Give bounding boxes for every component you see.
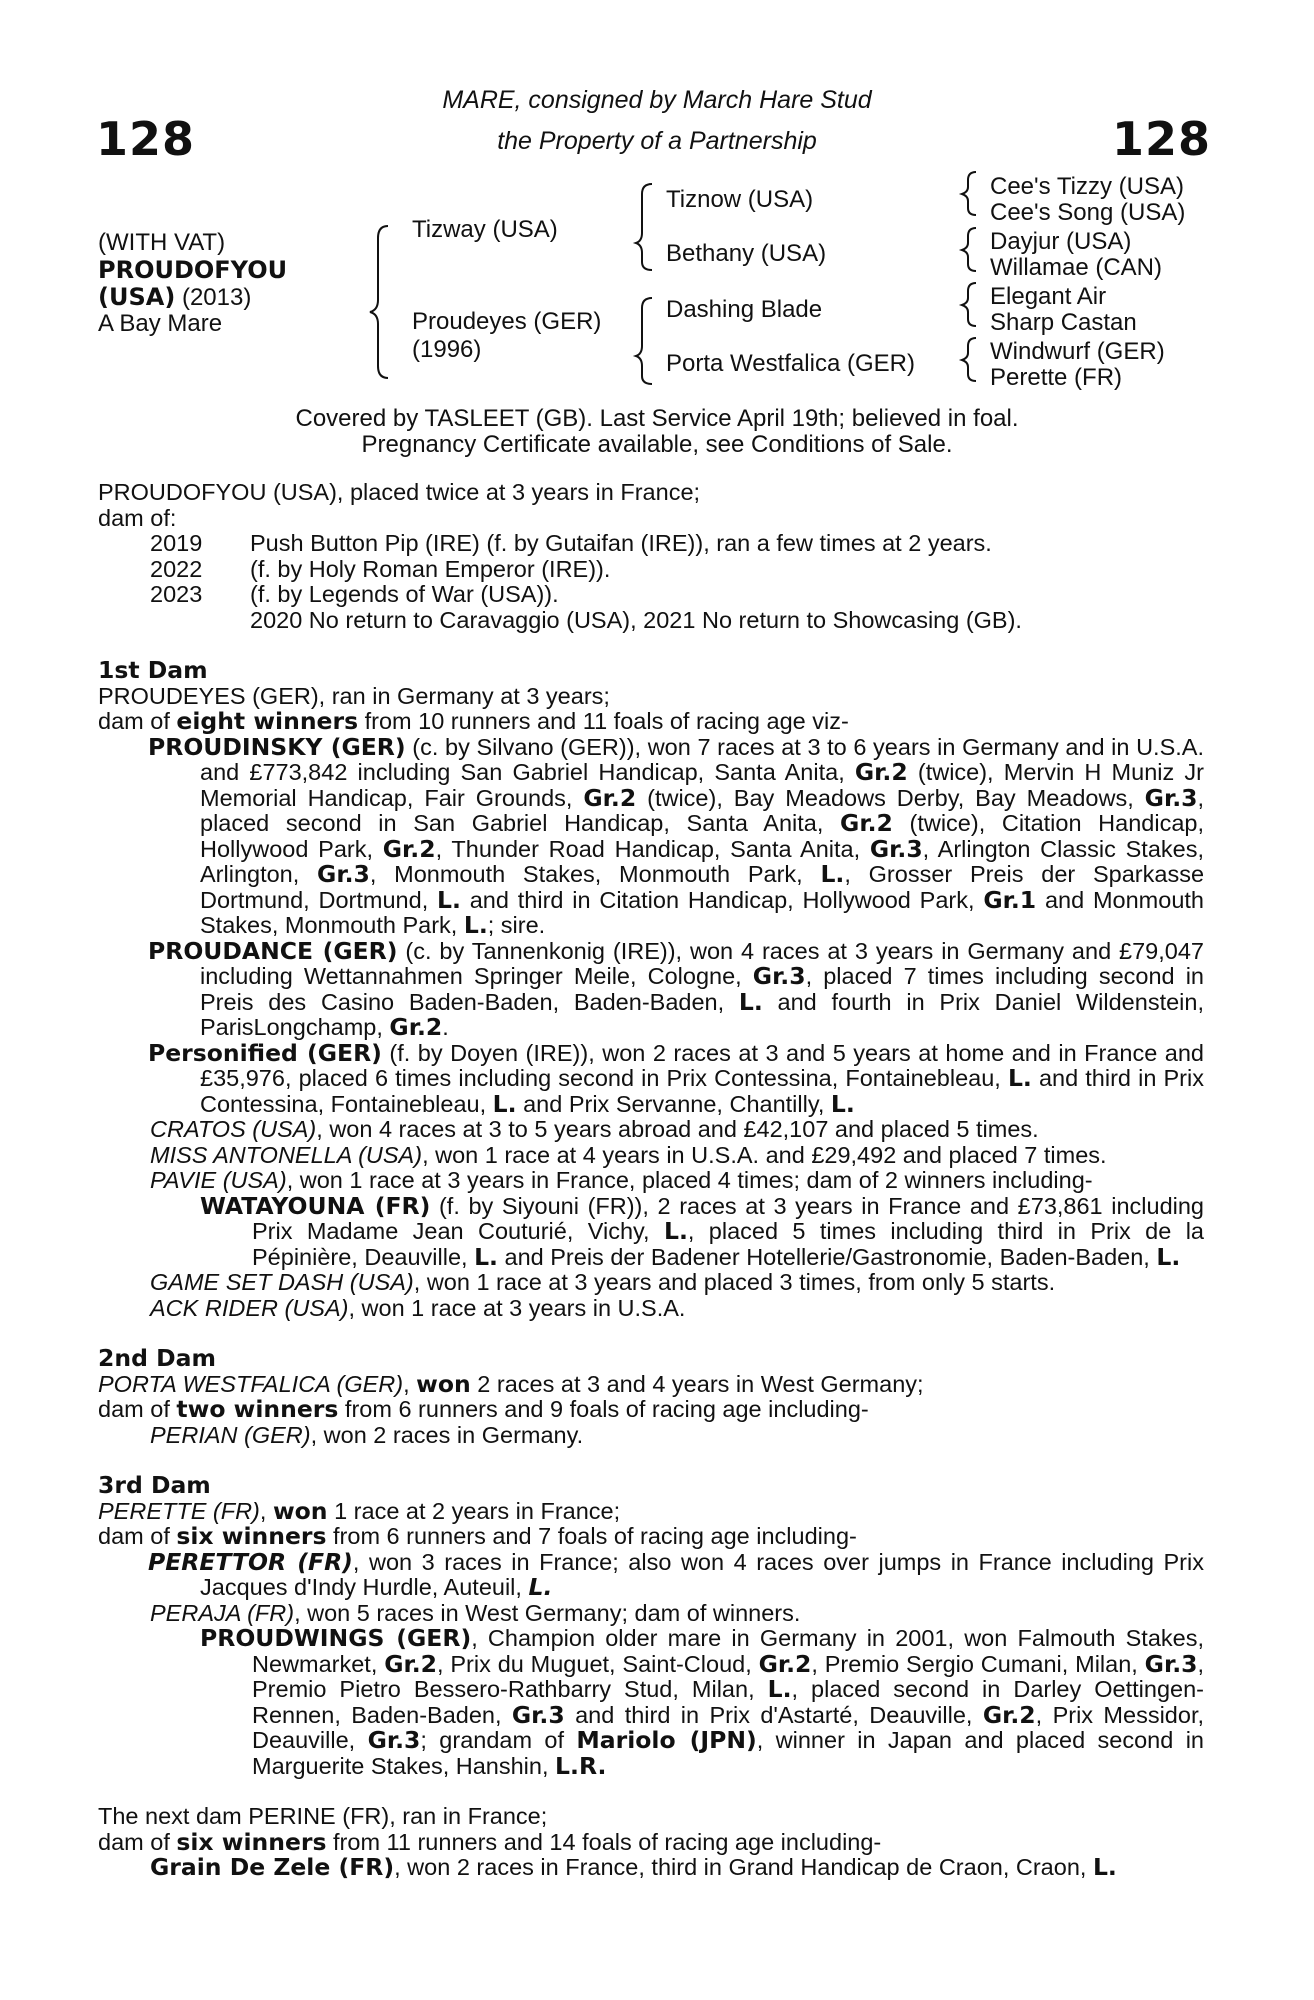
entry-watayouna: WATAYOUNA (FR) (f. by Siyouni (FR)), 2 races at 3 years in France and £73,861 including Prix Madame Jean Couturié, Vichy, L., placed 5 times including third in Prix de la Pépinière, Deauville, L. and Preis der Badener Hotellerie/Gastronomie, Baden-Baden, L.: [200, 1191, 1205, 1271]
second-dam-produce: dam of two winners from 6 runners and 9 foals of racing age including-: [98, 1395, 869, 1423]
lot-number-left: 128: [96, 112, 196, 166]
offspring-row: [98, 582, 1204, 608]
next-dam-produce: dam of six winners from 11 runners and 14 foals of racing age including-: [98, 1827, 882, 1856]
pedigree-gen4-2: Cee's Song (USA): [990, 199, 1186, 226]
entry-pavie: PAVIE (USA), won 1 race at 3 years in France, placed 4 times; dam of 2 winners including-: [150, 1167, 1093, 1193]
covered-line: Covered by TASLEET (GB). Last Service April 19th; believed in foal.: [295, 405, 1019, 432]
offspring-text: (f. by Holy Roman Emperor (IRE)).: [250, 555, 611, 582]
next-dam-line: The next dam PERINE (FR), ran in France;: [98, 1803, 548, 1829]
offspring-text: 2020 No return to Caravaggio (USA), 2021 No return to Showcasing (GB).: [250, 606, 1022, 633]
pedigree-gen4-5: Elegant Air: [990, 283, 1107, 310]
horse-year: (2013): [181, 284, 252, 311]
second-dam-line: PORTA WESTFALICA (GER), won 2 races at 3 and 4 years in West Germany;: [98, 1369, 924, 1398]
entry-ack-rider: ACK RIDER (USA), won 1 race at 3 years in U.S.A.: [150, 1294, 686, 1321]
pedigree-sire-dam: Bethany (USA): [666, 240, 827, 267]
pedigree-gen4-7: Windwurf (GER): [990, 338, 1165, 365]
pedigree-sire: Tizway (USA): [412, 216, 558, 243]
offspring-row: [98, 608, 1204, 634]
third-dam-heading: 3rd Dam: [98, 1471, 211, 1499]
pedigree-dam: Proudeyes (GER): [412, 308, 602, 335]
offspring-text: Push Button Pip (IRE) (f. by Gutaifan (IRE)), ran a few times at 2 years.: [250, 530, 992, 556]
catalogue-body: [98, 480, 1204, 1881]
second-dam-heading: 2nd Dam: [98, 1344, 216, 1372]
entry-proudance: PROUDANCE (GER) (c. by Tannenkonig (IRE)), won 4 races at 3 years in Germany and £79,047 including Wettannahmen Springer Meile, Cologne, Gr.3, placed 7 times including second in Preis des Casino Baden-Baden, Baden-Baden, L. and fourth in Prix Daniel Wildenstein, ParisLongchamp, Gr.2.: [148, 936, 1204, 1041]
vat-label: (WITH VAT): [98, 229, 226, 256]
offspring-text: (f. by Legends of War (USA)).: [250, 581, 559, 607]
offspring-year: 2023: [150, 581, 203, 607]
pedigree-dam-sire: Dashing Blade: [666, 296, 823, 323]
third-dam-line: PERETTE (FR), won 1 race at 2 years in France;: [98, 1496, 621, 1525]
offspring-year: 2019: [150, 530, 203, 556]
third-dam-produce: dam of six winners from 6 runners and 7 foals of racing age including-: [98, 1522, 857, 1550]
horse-name: PROUDOFYOU: [98, 256, 288, 284]
entry-grain-de-zele: Grain De Zele (FR), won 2 races in France, third in Grand Handicap de Craon, Craon, L.: [150, 1853, 1117, 1881]
first-dam-line: PROUDEYES (GER), ran in Germany at 3 years;: [98, 682, 610, 709]
offspring-row: [98, 531, 1204, 557]
entry-proudwings: PROUDWINGS (GER), Champion older mare in Germany in 2001, won Falmouth Stakes, Newmarket, Gr.2, Prix du Muguet, Saint-Cloud, Gr.2, Premio Sergio Cumani, Milan, Gr.3, Premio Pietro Bessero-Rathbarry Stud, Milan, L., placed second in Darley Oettingen-Rennen, Baden-Baden, Gr.3 and third in Prix d'Astarté, Deauville, Gr.2, Prix Messidor, Deauville, Gr.3; grandam of Mariolo (JPN), winner in Japan and placed second in Marguerite Stakes, Hanshin, L.R.: [200, 1624, 1205, 1780]
pedigree-gen4-4: Willamae (CAN): [990, 254, 1163, 281]
pedigree-gen4-8: Perette (FR): [990, 364, 1123, 391]
pedigree-dam-year: (1996): [412, 336, 482, 363]
entry-personified: Personified (GER) (f. by Doyen (IRE)), won 2 races at 3 and 5 years at home and in France and £35,976, placed 6 times including second in Prix Contessina, Fontainebleau, L. and third in Prix Contessina, Fontainebleau, L. and Prix Servanne, Chantilly, L.: [148, 1038, 1204, 1118]
entry-peraja: PERAJA (FR), won 5 races in West Germany; dam of winners.: [150, 1599, 801, 1626]
dam-of-label: dam of:: [98, 504, 177, 531]
horse-description: A Bay Mare: [98, 310, 223, 337]
pedigree-sire-sire: Tiznow (USA): [666, 186, 814, 213]
horse-country: (USA): [98, 283, 176, 311]
horse-summary: PROUDOFYOU (USA), placed twice at 3 years in France;: [98, 479, 701, 505]
entry-proudinsky: PROUDINSKY (GER) (c. by Silvano (GER)), won 7 races at 3 to 6 years in Germany and in U.S.A. and £773,842 including San Gabriel Handicap, Santa Anita, Gr.2 (twice), Mervin H Muniz Jr Memorial Handicap, Fair Grounds, Gr.2 (twice), Bay Meadows Derby, Bay Meadows, Gr.3, placed second in San Gabriel Handicap, Santa Anita, Gr.2 (twice), Citation Handicap, Hollywood Park, Gr.2, Thunder Road Handicap, Santa Anita, Gr.3, Arlington Classic Stakes, Arlington, Gr.3, Monmouth Stakes, Monmouth Park, L., Grosser Preis der Sparkasse Dortmund, Dortmund, L. and third in Citation Handicap, Hollywood Park, Gr.1 and Monmouth Stakes, Monmouth Park, L.; sire.: [148, 732, 1205, 939]
entry-cratos: CRATOS (USA), won 4 races at 3 to 5 years abroad and £42,107 and placed 5 times.: [150, 1116, 1039, 1142]
offspring-year: 2022: [150, 555, 203, 582]
entry-game-set-dash: GAME SET DASH (USA), won 1 race at 3 years and placed 3 times, from only 5 starts.: [150, 1269, 1056, 1295]
offspring-row: [98, 557, 1204, 583]
pedigree-dam-dam: Porta Westfalica (GER): [666, 350, 915, 377]
entry-perian: PERIAN (GER), won 2 races in Germany.: [150, 1421, 584, 1448]
property-line: the Property of a Partnership: [497, 127, 817, 155]
lot-number-right: 128: [1112, 112, 1212, 166]
pregnancy-line: Pregnancy Certificate available, see Conditions of Sale.: [361, 431, 953, 458]
consignor-line: MARE, consigned by March Hare Stud: [442, 86, 872, 114]
offspring-year: [98, 608, 250, 634]
first-dam-heading: 1st Dam: [98, 656, 208, 684]
pedigree-gen4-1: Cee's Tizzy (USA): [990, 173, 1184, 200]
entry-perettor: PERETTOR (FR), won 3 races in France; also won 4 races over jumps in France including Prix Jacques d'Indy Hurdle, Auteuil, L.: [148, 1547, 1204, 1601]
pedigree-gen4-3: Dayjur (USA): [990, 228, 1132, 255]
pedigree-gen4-6: Sharp Castan: [990, 309, 1137, 336]
entry-miss-antonella: MISS ANTONELLA (USA), won 1 race at 4 years in U.S.A. and £29,492 and placed 7 times.: [150, 1141, 1107, 1168]
first-dam-produce: dam of eight winners from 10 runners and 11 foals of racing age viz-: [98, 707, 849, 735]
